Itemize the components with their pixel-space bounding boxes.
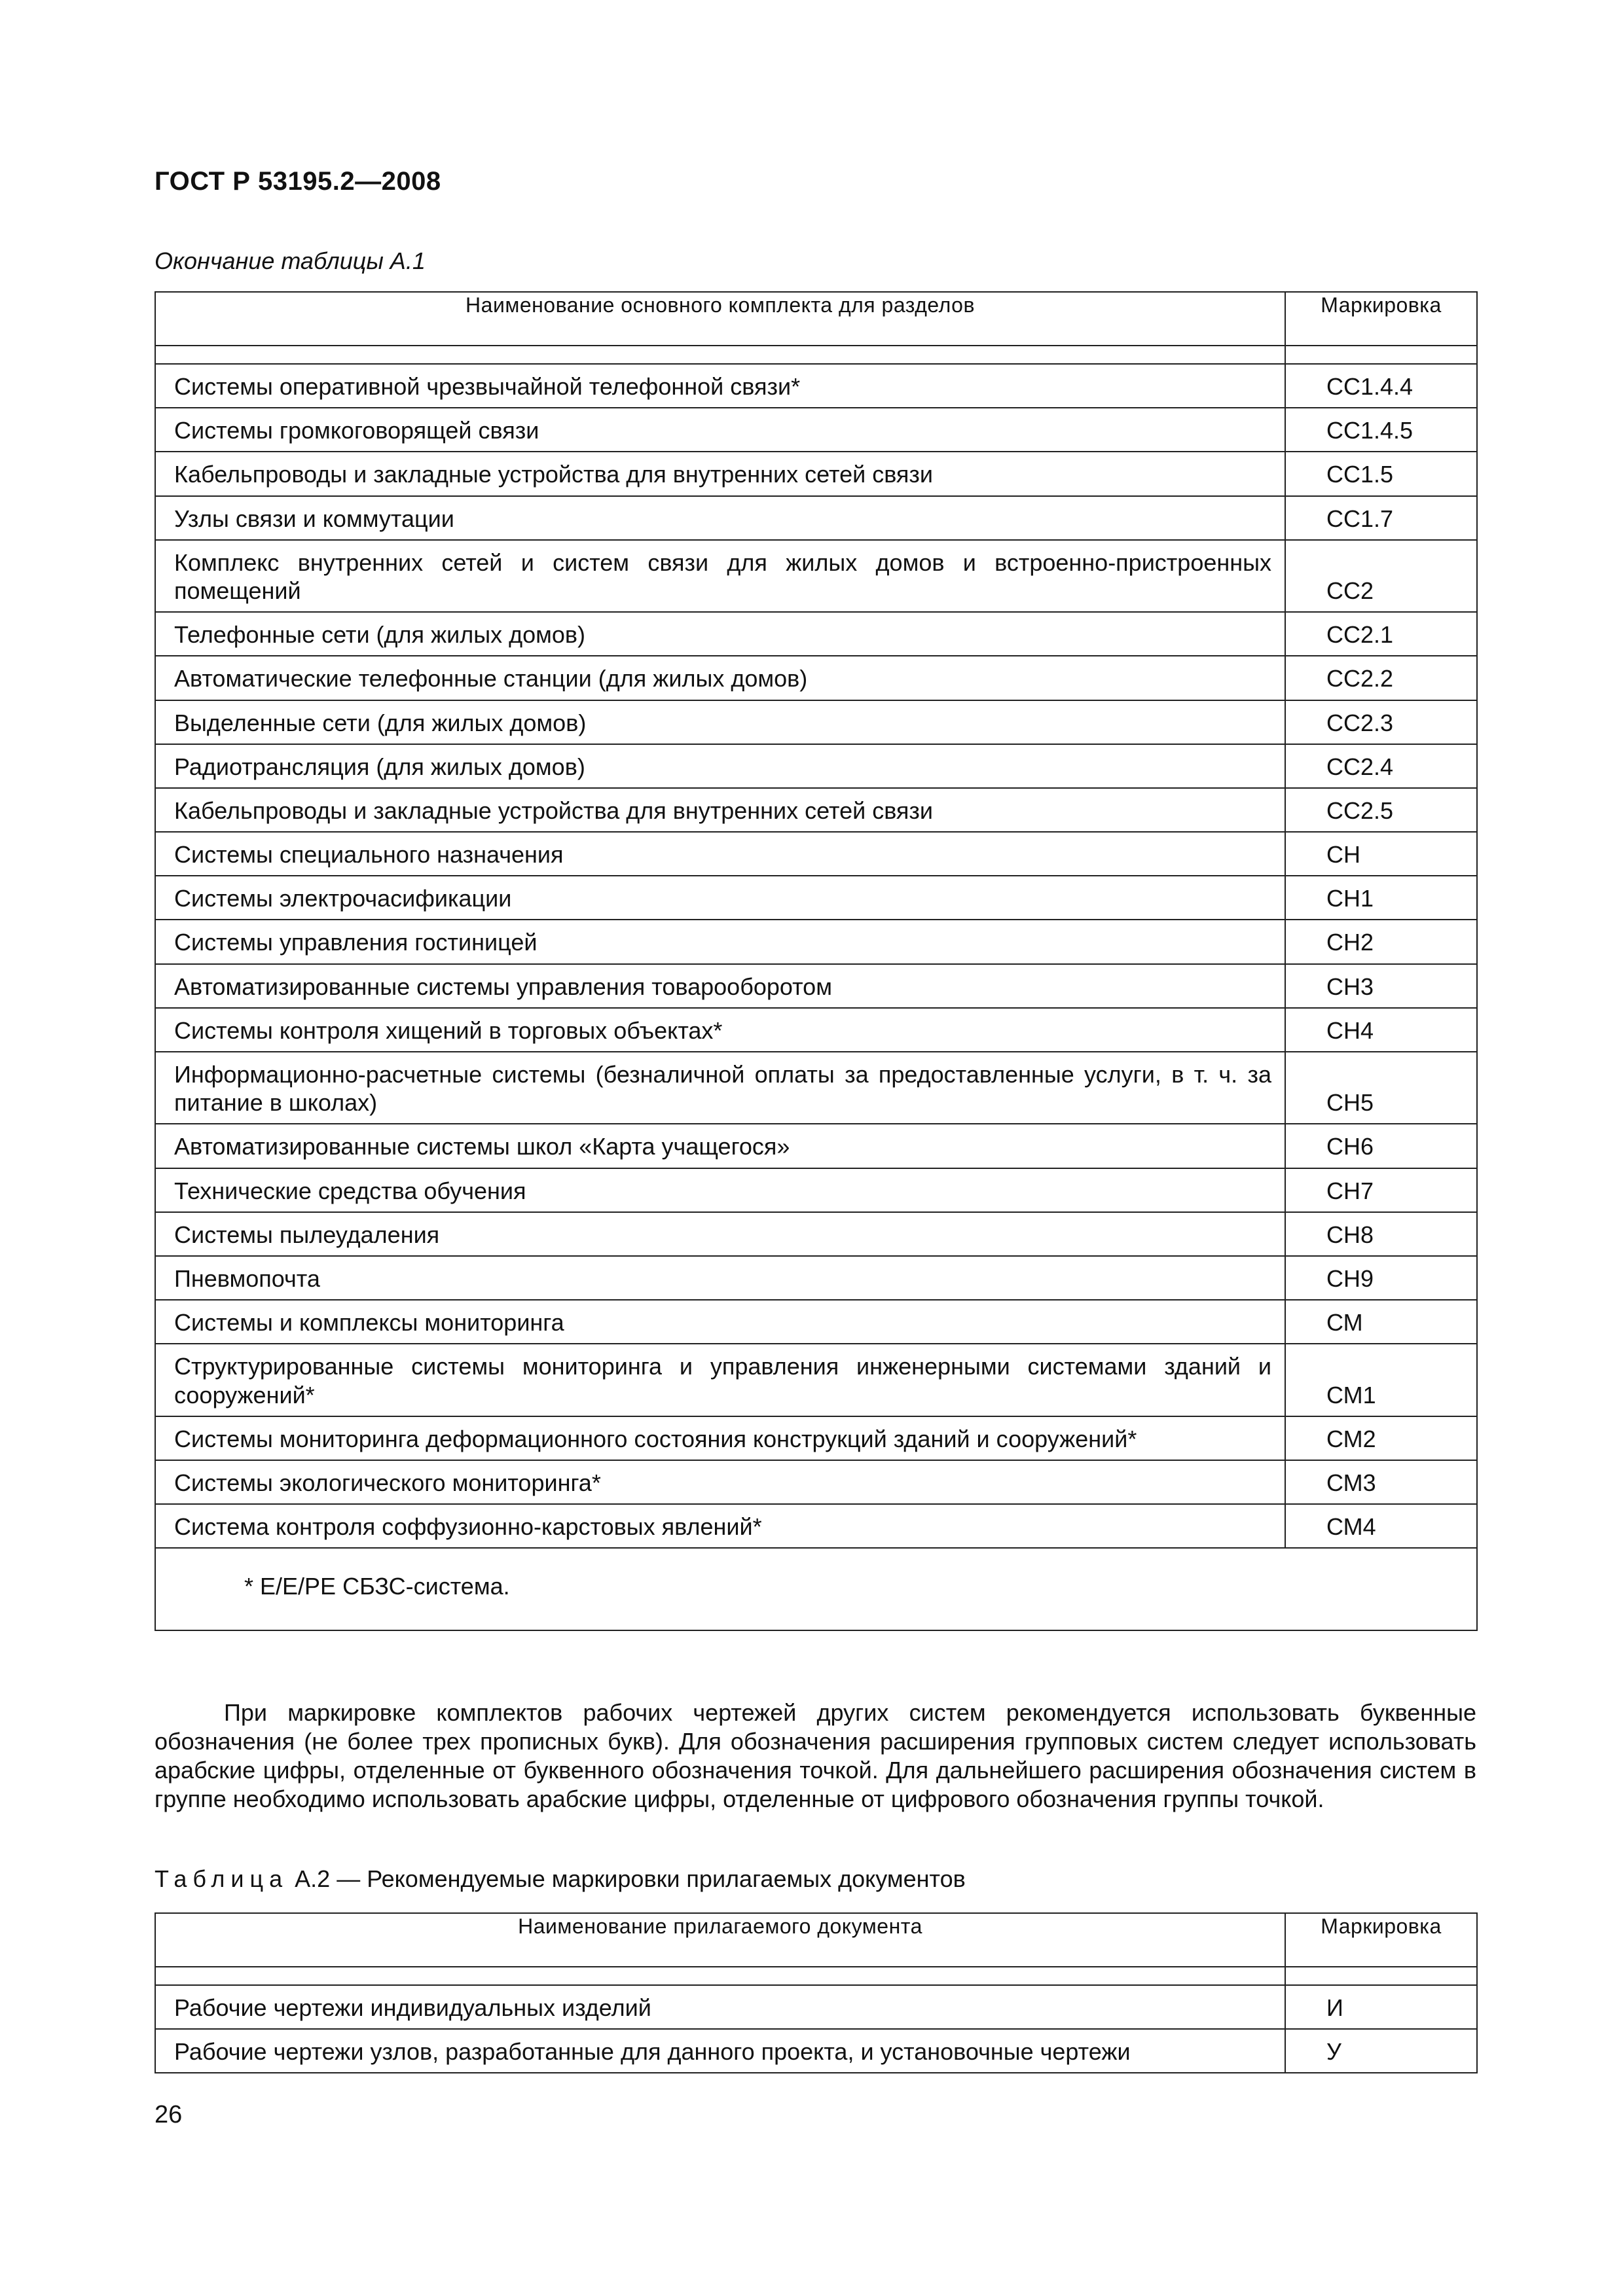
row-code-cell: СС1.7: [1285, 496, 1477, 540]
table-header-row: [155, 292, 1477, 346]
document-header: ГОСТ Р 53195.2—2008: [155, 167, 441, 196]
row-name-cell: Системы специального назначения: [155, 832, 1285, 876]
row-code-cell: СН3: [1285, 964, 1477, 1008]
table-row: [155, 744, 1477, 788]
row-code-cell: СН: [1285, 832, 1477, 876]
table-row: [155, 496, 1477, 540]
table-row: [155, 540, 1477, 612]
row-code-cell: СМ3: [1285, 1460, 1477, 1504]
row-code-cell: СН9: [1285, 1256, 1477, 1300]
table-a2: [155, 1912, 1478, 2073]
row-name-cell: Системы оперативной чрезвычайной телефонной связи*: [155, 364, 1285, 408]
row-name-cell: Рабочие чертежи индивидуальных изделий: [155, 1985, 1285, 2029]
row-code-cell: СН7: [1285, 1168, 1477, 1212]
row-name-cell: Системы управления гостиницей: [155, 920, 1285, 963]
row-name-cell: Системы электрочасификации: [155, 876, 1285, 920]
row-code-cell: СС2.4: [1285, 744, 1477, 788]
header-spacer-row: [155, 1967, 1477, 1985]
row-code-cell: СМ1: [1285, 1344, 1477, 1416]
row-name-cell: Системы мониторинга деформационного состояния конструкций зданий и сооружений*: [155, 1416, 1285, 1460]
table-header-row: [155, 1913, 1477, 1967]
table-row: [155, 1008, 1477, 1052]
row-code-cell: СС1.5: [1285, 452, 1477, 495]
table-row: [155, 920, 1477, 963]
row-name-cell: Выделенные сети (для жилых домов): [155, 700, 1285, 744]
table-row: [155, 832, 1477, 876]
table-row: [155, 452, 1477, 495]
row-name-cell: Радиотрансляция (для жилых домов): [155, 744, 1285, 788]
row-name-cell: Системы и комплексы мониторинга: [155, 1300, 1285, 1344]
row-name-cell: Автоматизированные системы управления товарооборотом: [155, 964, 1285, 1008]
row-code-cell: СС2.1: [1285, 612, 1477, 656]
table1-caption: Окончание таблицы А.1: [155, 247, 426, 274]
page-number: 26: [155, 2101, 183, 2128]
row-code-cell: У: [1285, 2029, 1477, 2073]
table-row: [155, 364, 1477, 408]
row-code-cell: СС1.4.4: [1285, 364, 1477, 408]
row-name-cell: Пневмопочта: [155, 1256, 1285, 1300]
table-row: [155, 408, 1477, 452]
footnote-row: [155, 1548, 1477, 1630]
table-row: [155, 612, 1477, 656]
row-code-cell: СН1: [1285, 876, 1477, 920]
row-name-cell: Система контроля соффузионно-карстовых явлений*: [155, 1504, 1285, 1548]
table-row: [155, 1985, 1477, 2029]
row-name-cell: Системы контроля хищений в торговых объектах*: [155, 1008, 1285, 1052]
column-header-name: Наименование основного комплекта для разделов: [155, 292, 1285, 346]
row-code-cell: СС2: [1285, 540, 1477, 612]
table2-caption-label: Таблица: [155, 1865, 289, 1892]
table-row: [155, 1256, 1477, 1300]
table-row: [155, 1212, 1477, 1256]
row-name-cell: Кабельпроводы и закладные устройства для внутренних сетей связи: [155, 452, 1285, 495]
row-name-cell: Информационно-расчетные системы (безналичной оплаты за предоставленные услуги, в т. ч. за питание в школах): [155, 1052, 1285, 1124]
row-code-cell: СМ: [1285, 1300, 1477, 1344]
table-row: [155, 656, 1477, 700]
column-header-code: Маркировка: [1285, 1913, 1477, 1967]
row-name-cell: Автоматические телефонные станции (для жилых домов): [155, 656, 1285, 700]
table-row: [155, 1460, 1477, 1504]
header-spacer-row: [155, 346, 1477, 364]
column-header-name: Наименование прилагаемого документа: [155, 1913, 1285, 1967]
table-row: [155, 2029, 1477, 2073]
table-a1-body: [155, 346, 1477, 1548]
row-code-cell: СС2.3: [1285, 700, 1477, 744]
row-code-cell: СН8: [1285, 1212, 1477, 1256]
table-a1: [155, 291, 1478, 1631]
row-code-cell: СМ4: [1285, 1504, 1477, 1548]
row-code-cell: СН5: [1285, 1052, 1477, 1124]
row-name-cell: Рабочие чертежи узлов, разработанные для данного проекта, и установочные чертежи: [155, 2029, 1285, 2073]
row-name-cell: Системы громкоговорящей связи: [155, 408, 1285, 452]
row-name-cell: Системы пылеудаления: [155, 1212, 1285, 1256]
row-name-cell: Структурированные системы мониторинга и управления инженерными системами зданий и сооружений*: [155, 1344, 1285, 1416]
row-name-cell: Автоматизированные системы школ «Карта учащегося»: [155, 1124, 1285, 1168]
row-code-cell: И: [1285, 1985, 1477, 2029]
table-footnote: * Е/Е/РЕ СБЗС-система.: [155, 1548, 1477, 1630]
table-row: [155, 1124, 1477, 1168]
row-name-cell: Узлы связи и коммутации: [155, 496, 1285, 540]
table-row: [155, 700, 1477, 744]
table-row: [155, 1300, 1477, 1344]
table-a2-body: [155, 1967, 1477, 2073]
column-header-code: Маркировка: [1285, 292, 1477, 346]
row-name-cell: Технические средства обучения: [155, 1168, 1285, 1212]
row-code-cell: СС2.2: [1285, 656, 1477, 700]
table-row: [155, 964, 1477, 1008]
row-code-cell: СС2.5: [1285, 788, 1477, 832]
body-paragraph: При маркировке комплектов рабочих чертежей других систем рекомендуется использовать буквенные обозначения (не более трех прописных букв). Для обозначения расширения групповых систем следует использовать арабские цифры, отделенные от буквенного обозначения точкой. Для дальнейшего расширения обозначения систем в группе необходимо использовать арабские цифры, отделенные от цифрового обозначения группы точкой.: [155, 1699, 1476, 1812]
row-code-cell: СН4: [1285, 1008, 1477, 1052]
row-name-cell: Кабельпроводы и закладные устройства для внутренних сетей связи: [155, 788, 1285, 832]
row-code-cell: СС1.4.5: [1285, 408, 1477, 452]
table-row: [155, 1504, 1477, 1548]
table-row: [155, 1168, 1477, 1212]
row-name-cell: Комплекс внутренних сетей и систем связи для жилых домов и встроенно-пристроенных помещений: [155, 540, 1285, 612]
row-name-cell: Телефонные сети (для жилых домов): [155, 612, 1285, 656]
table-row: [155, 876, 1477, 920]
table2-caption-text: А.2 — Рекомендуемые маркировки прилагаемых документов: [288, 1865, 966, 1892]
row-code-cell: СН6: [1285, 1124, 1477, 1168]
table-row: [155, 1416, 1477, 1460]
table2-caption: [155, 1865, 966, 1893]
row-name-cell: Системы экологического мониторинга*: [155, 1460, 1285, 1504]
table-row: [155, 1344, 1477, 1416]
row-code-cell: СН2: [1285, 920, 1477, 963]
row-code-cell: СМ2: [1285, 1416, 1477, 1460]
table-row: [155, 788, 1477, 832]
table-row: [155, 1052, 1477, 1124]
